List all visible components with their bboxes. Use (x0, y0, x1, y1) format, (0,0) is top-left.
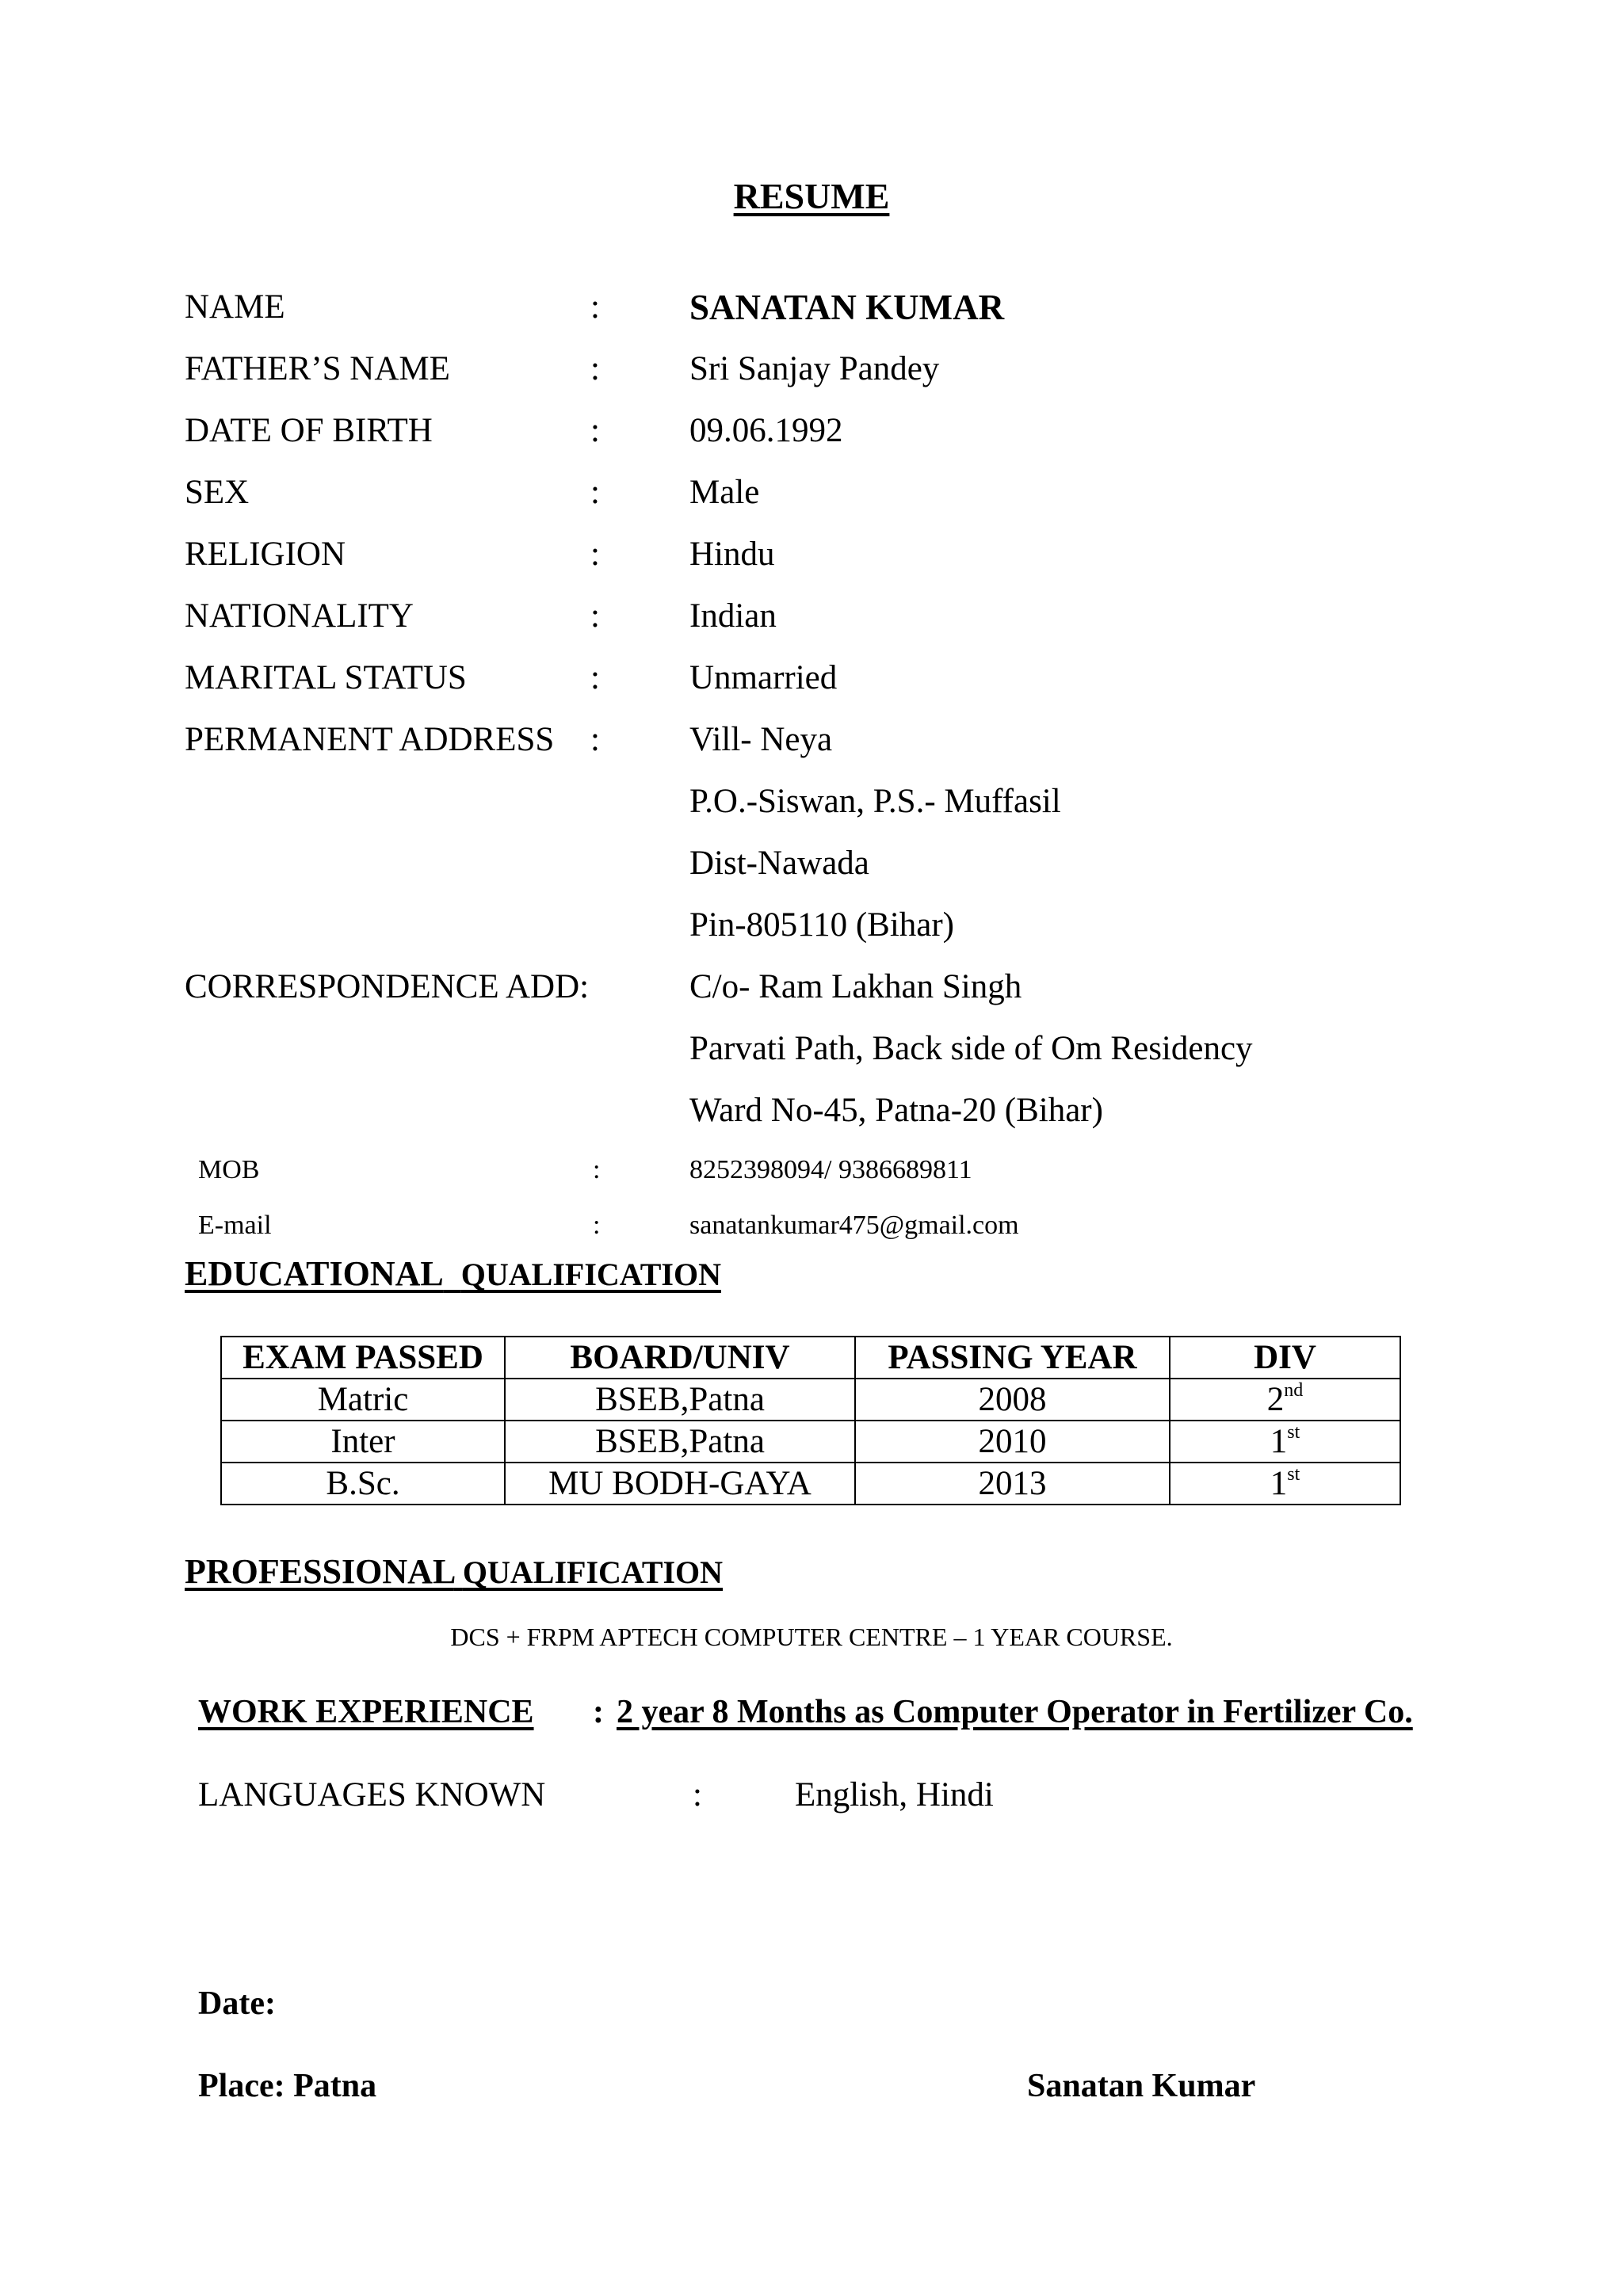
languages-label: LANGUAGES KNOWN (198, 1776, 546, 1814)
education-table (220, 1336, 1401, 1505)
dob-value: 09.06.1992 (689, 412, 843, 449)
email-colon: : (593, 1211, 601, 1240)
column-header: BOARD/UNIV (505, 1337, 855, 1379)
permanent-address-label: PERMANENT ADDRESS (185, 721, 555, 758)
email-label: E-mail (198, 1211, 272, 1240)
column-header: DIV (1170, 1337, 1400, 1379)
nationality-label: NATIONALITY (185, 597, 414, 635)
mobile-value: 8252398094/ 9386689811 (689, 1155, 972, 1184)
exam-cell: Matric (221, 1379, 505, 1421)
permanent-address-line: Vill- Neya (689, 721, 833, 758)
table-row (221, 1421, 1400, 1463)
name-value: SANATAN KUMAR (689, 288, 1005, 327)
board-cell: BSEB,Patna (505, 1379, 855, 1421)
heading-main: EDUCATIONAL (185, 1254, 444, 1293)
mobile-label: MOB (198, 1155, 260, 1184)
year-cell: 2013 (855, 1463, 1170, 1505)
work-experience-label: WORK EXPERIENCE (198, 1694, 534, 1730)
professional-course-text: DCS + FRPM APTECH COMPUTER CENTRE – 1 YEAR COURSE. (450, 1623, 1173, 1651)
father-name-colon: : (590, 350, 600, 387)
name-colon: : (590, 288, 600, 326)
email-value: sanatankumar475@gmail.com (689, 1211, 1019, 1240)
exam-cell: B.Sc. (221, 1463, 505, 1505)
page-title: RESUME (733, 176, 890, 216)
permanent-address-colon: : (590, 721, 600, 758)
board-cell: MU BODH-GAYA (505, 1463, 855, 1505)
column-header: PASSING YEAR (855, 1337, 1170, 1379)
table-row (221, 1379, 1400, 1421)
table-row (221, 1463, 1400, 1505)
permanent-address-line: Dist-Nawada (689, 845, 869, 882)
educational-qualification-heading (185, 1254, 721, 1293)
div-cell: 2nd (1170, 1379, 1400, 1421)
year-cell: 2010 (855, 1421, 1170, 1463)
sex-label: SEX (185, 474, 250, 511)
sex-colon: : (590, 474, 600, 511)
div-cell: 1st (1170, 1463, 1400, 1505)
sex-value: Male (689, 474, 760, 511)
languages-value: English, Hindi (795, 1776, 994, 1814)
board-cell: BSEB,Patna (505, 1421, 855, 1463)
exam-cell: Inter (221, 1421, 505, 1463)
permanent-address-line: P.O.-Siswan, P.S.- Muffasil (689, 783, 1061, 820)
languages-colon: : (693, 1776, 702, 1814)
place-label: Place: Patna (198, 2068, 377, 2104)
nationality-colon: : (590, 597, 600, 635)
permanent-address-line: Pin-805110 (Bihar) (689, 906, 955, 944)
correspondence-address-line: Ward No-45, Patna-20 (Bihar) (689, 1092, 1103, 1129)
column-header: EXAM PASSED (221, 1337, 505, 1379)
name-label: NAME (185, 288, 285, 326)
div-cell: 1st (1170, 1421, 1400, 1463)
heading-main: PROFESSIONAL (185, 1552, 454, 1591)
correspondence-address-line: Parvati Path, Back side of Om Residency (689, 1030, 1253, 1067)
nationality-value: Indian (689, 597, 777, 635)
mobile-colon: : (593, 1155, 601, 1184)
marital-status-value: Unmarried (689, 659, 838, 696)
dob-label: DATE OF BIRTH (185, 412, 433, 449)
date-label: Date: (198, 1985, 276, 2022)
marital-status-label: MARITAL STATUS (185, 659, 467, 696)
year-cell: 2008 (855, 1379, 1170, 1421)
father-name-value: Sri Sanjay Pandey (689, 350, 940, 387)
table-header-row (221, 1337, 1400, 1379)
correspondence-address-label: CORRESPONDENCE ADD: (185, 968, 590, 1005)
marital-status-colon: : (590, 659, 600, 696)
professional-qualification-heading (185, 1554, 723, 1589)
religion-value: Hindu (689, 536, 775, 573)
father-name-label: FATHER’S NAME (185, 350, 450, 387)
religion-colon: : (590, 536, 600, 573)
work-experience-colon: : (593, 1694, 604, 1730)
correspondence-address-line: C/o- Ram Lakhan Singh (689, 968, 1022, 1005)
religion-label: RELIGION (185, 536, 346, 573)
work-experience-value: 2 year 8 Months as Computer Operator in Fertilizer Co. (617, 1694, 1413, 1730)
heading-sub: QUALIFICATION (460, 1257, 721, 1292)
signature-name: Sanatan Kumar (1027, 2068, 1256, 2104)
heading-sub: QUALIFICATION (462, 1554, 724, 1590)
dob-colon: : (590, 412, 600, 449)
